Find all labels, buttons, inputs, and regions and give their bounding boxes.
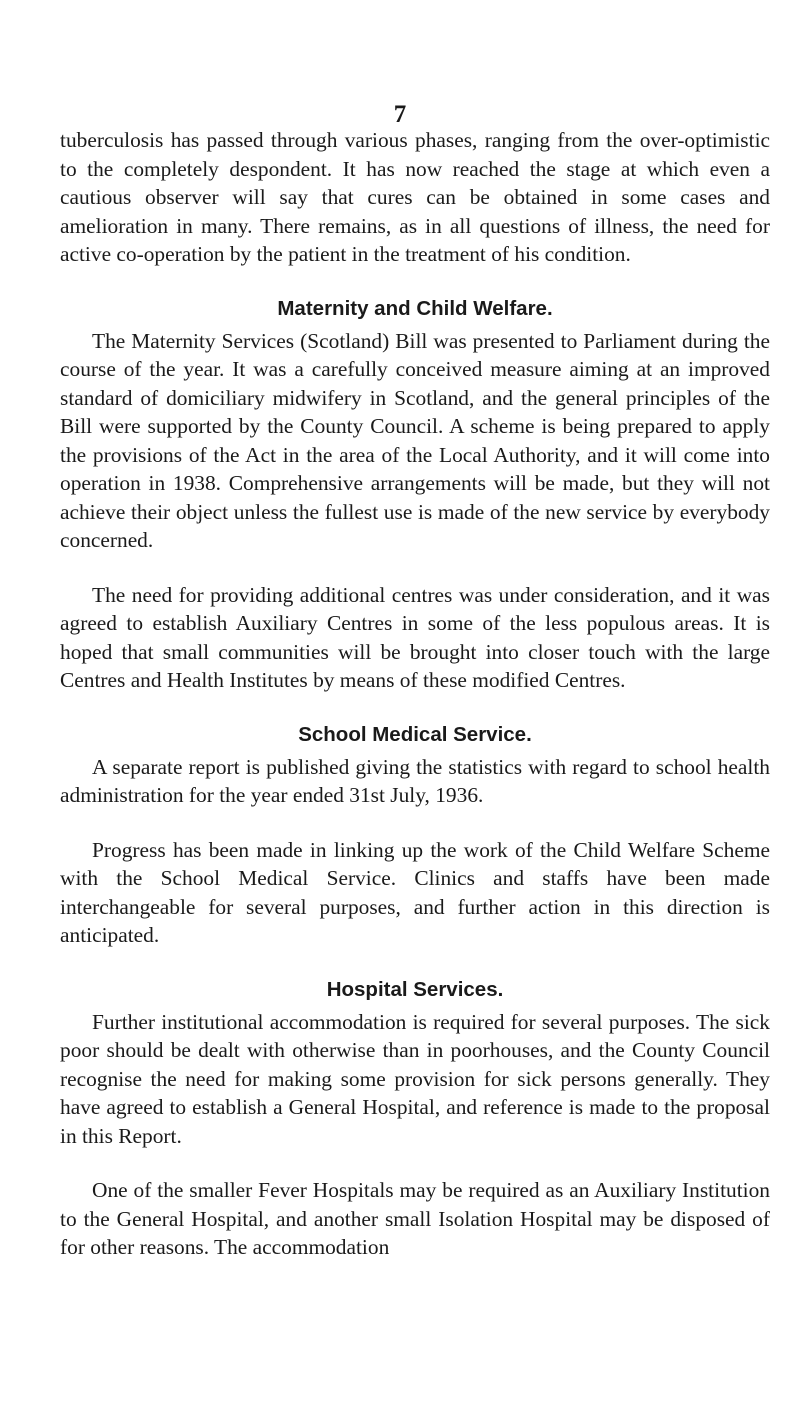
paragraph-institutional-accommodation: Further institutional accommodation is required for several purposes. The sick poor should be dealt with otherwise than in poorhouses, and the County Council recognise the need for making some provision for sick persons generally. They have agreed to establish a General Hospital, and reference is made to the proposal in this Report. (60, 1009, 770, 1148)
section-heading-school-medical: School Medical Service. (298, 722, 532, 746)
paragraph-maternity-services-bill: The Maternity Services (Scotland) Bill was presented to Parliament during the course of the year. It was a carefully conceived measure aiming at an improved standard of domiciliary midwifery in Scotland, and the general principles of the Bill were supported by the County Council. A scheme is being prepared to apply the provisions of the Act in the area of the Local Authority, and it will come into operation in 1938. Comprehensive arrangements will be made, but they will not achieve their object unless the fullest use is made of the new service by everybody concerned. (60, 328, 770, 552)
opening-paragraph: tuberculosis has passed through various phases, ranging from the over-optimistic to the completely despondent. It has now reached the stage at which even a cautious observer will say that cures can be obtained in some cases and amelioration in many. There remains, as in all questions of illness, the need for active co-operation by the patient in the treatment of his condition. (60, 128, 770, 266)
paragraph-separate-report: A separate report is published giving the statistics with regard to school health administration for the year ended 31st July, 1936. (60, 754, 770, 807)
paragraph-auxiliary-centres: The need for providing additional centres was under consideration, and it was agreed to establish Auxiliary Centres in some of the less populous areas. It is hoped that small communities will be brought into closer touch with the large Centres and Health Institutes by means of these modified Centres. (60, 582, 770, 692)
section-heading-hospital: Hospital Services. (326, 977, 504, 1001)
section-heading-maternity: Maternity and Child Welfare. (277, 296, 553, 320)
paragraph-fever-hospitals: One of the smaller Fever Hospitals may be required as an Auxiliary Institution to the General Hospital, and another small Isolation Hospital may be disposed of for other reasons. The accommodation (60, 1178, 770, 1259)
page-number: 7 (393, 101, 407, 128)
paragraph-linking-progress: Progress has been made in linking up the work of the Child Welfare Scheme with the School Medical Service. Clinics and staffs have been made interchangeable for several purposes, and further action in this direction is anticipated. (60, 837, 770, 947)
document-body (60, 126, 770, 1262)
